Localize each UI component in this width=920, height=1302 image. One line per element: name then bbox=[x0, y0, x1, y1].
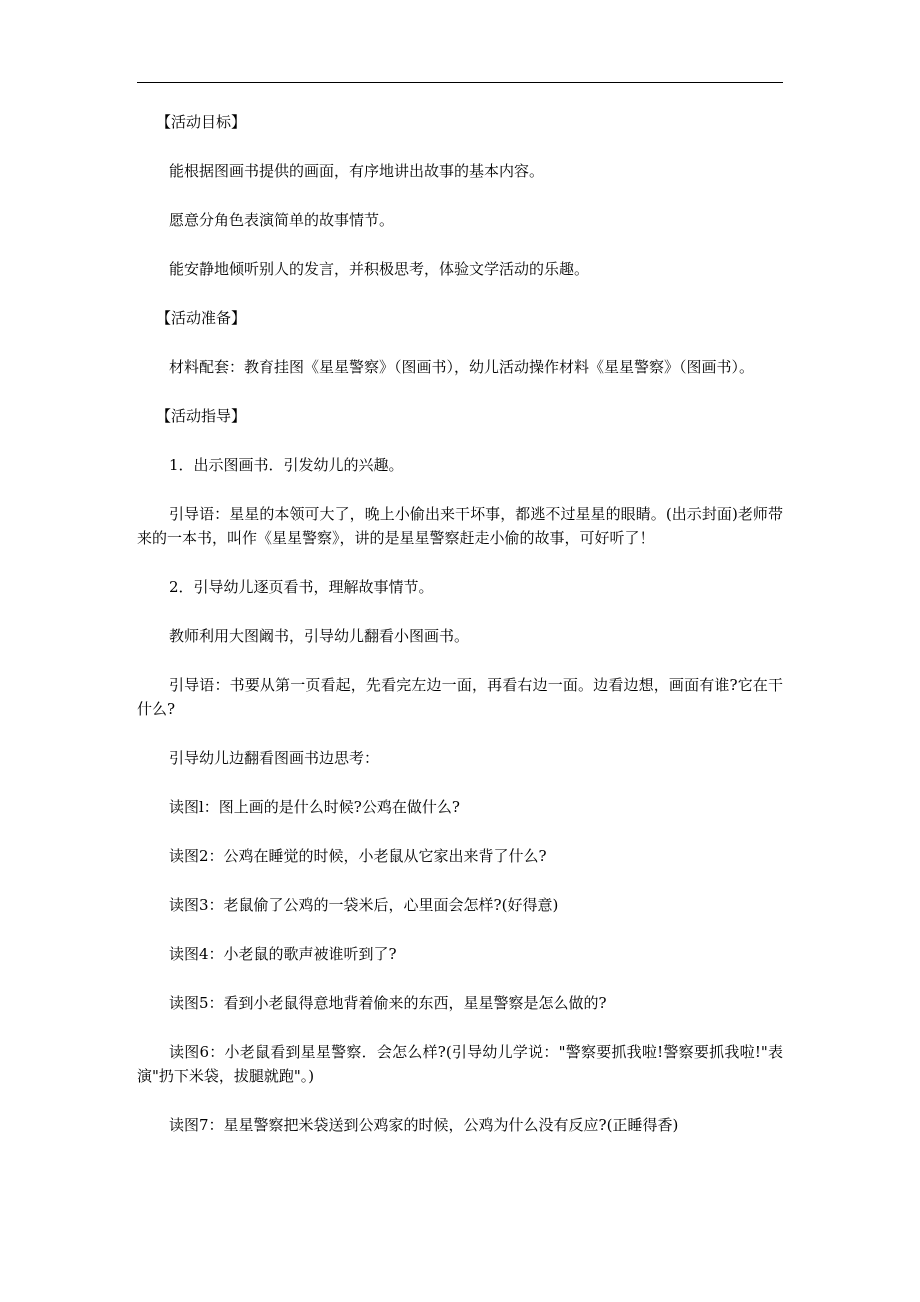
section-heading-goals: 【活动目标】 bbox=[156, 113, 247, 131]
guidance-paragraph: 引导语：星星的本领可大了，晚上小偷出来干坏事，都逃不过星星的眼睛。(出示封面)老师带来的一本书，叫作《星星警察》，讲的是星星警察赶走小偷的故事，可好听了！ bbox=[137, 505, 783, 547]
step-heading: 1．出示图画书．引发幼儿的兴趣。 bbox=[169, 456, 404, 474]
guidance-paragraph: 引导幼儿边翻看图画书边思考： bbox=[169, 749, 380, 767]
reading-question: 读图l：图上画的是什么时候?公鸡在做什么? bbox=[169, 798, 460, 816]
guidance-paragraph: 教师利用大图阚书，引导幼儿翻看小图画书。 bbox=[169, 627, 470, 645]
goal-paragraph: 愿意分角色表演简单的故事情节。 bbox=[169, 211, 395, 229]
reading-question: 读图2：公鸡在睡觉的时候，小老鼠从它家出来背了什么? bbox=[169, 847, 547, 865]
goal-paragraph: 能根据图画书提供的画面，有序地讲出故事的基本内容。 bbox=[169, 162, 545, 180]
goal-paragraph: 能安静地倾听别人的发言，并积极思考，体验文学活动的乐趣。 bbox=[169, 260, 590, 278]
step-heading: 2．引导幼儿逐页看书，理解故事情节。 bbox=[169, 578, 434, 596]
reading-question: 读图5：看到小老鼠得意地背着偷来的东西，星星警察是怎么做的? bbox=[169, 994, 607, 1012]
section-heading-preparation: 【活动准备】 bbox=[156, 309, 247, 327]
document-body bbox=[137, 110, 783, 1162]
guidance-paragraph: 引导语：书要从第一页看起，先看完左边一面，再看右边一面。边看边想，画面有谁?它在干什么? bbox=[137, 676, 783, 718]
section-heading-guidance: 【活动指导】 bbox=[156, 407, 247, 425]
reading-question: 读图6：小老鼠看到星星警察．会怎么样?(引导幼儿学说："警察要抓我啦!警察要抓我啦!"表演"扔下米袋，拔腿就跑"。) bbox=[137, 1043, 783, 1085]
reading-question: 读图7：星星警察把米袋送到公鸡家的时候，公鸡为什么没有反应?(正睡得香) bbox=[169, 1116, 679, 1134]
preparation-paragraph: 材料配套：教育挂图《星星警察》（图画书），幼儿活动操作材料《星星警察》（图画书）。 bbox=[169, 358, 755, 376]
reading-question: 读图4：小老鼠的歌声被谁听到了? bbox=[169, 945, 397, 963]
header-rule bbox=[137, 82, 783, 83]
reading-question: 读图3：老鼠偷了公鸡的一袋米后，心里面会怎样?(好得意) bbox=[169, 896, 559, 914]
